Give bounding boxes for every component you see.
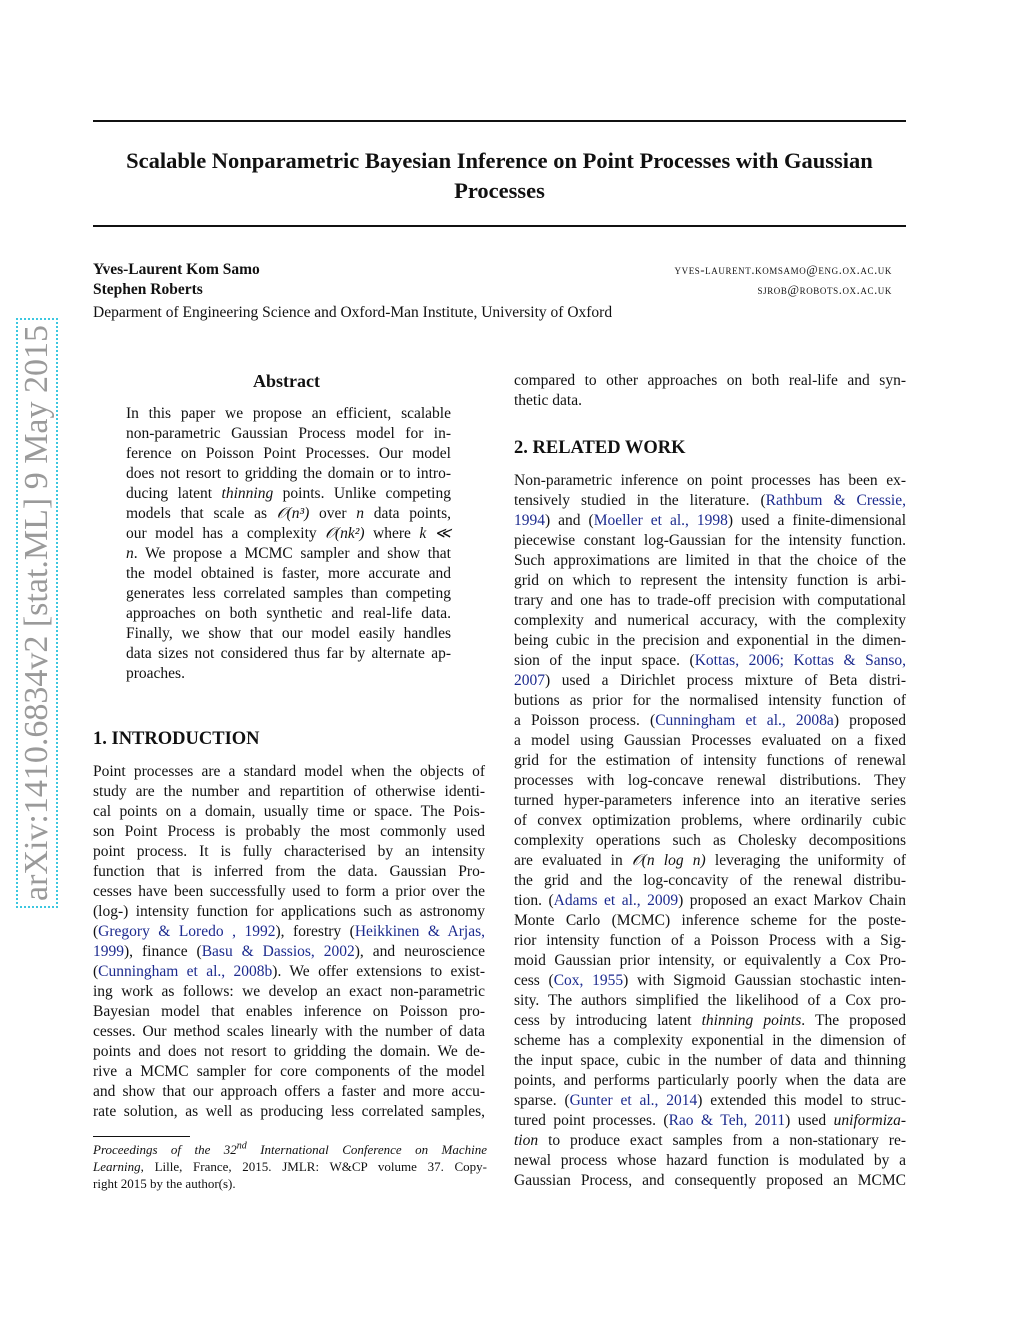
body-line: sion of the input space. (Kottas, 2006; Kottas & Sanso, <box>514 652 906 669</box>
citation-link[interactable]: Moeller et al., 1998 <box>593 512 728 529</box>
body-line: tion to produce exact samples from a non-stationary re- <box>514 1132 906 1149</box>
abstract-continuation <box>514 371 906 411</box>
citation-link[interactable]: Cox, 1955 <box>553 972 624 989</box>
citation-link[interactable]: Basu & Dassios, 2002 <box>201 943 355 960</box>
body-line: compared to other approaches on both real-life and syn- <box>514 372 906 389</box>
body-line: cess by introducing latent thinning points. The proposed <box>514 1012 906 1029</box>
body-line: scheme has a complexity exponential in the dimension of <box>514 1032 906 1049</box>
body-line: a Poisson process. (Cunningham et al., 2008a) proposed <box>514 712 906 729</box>
body-line: butions as prior for the normalised intensity function of <box>514 692 906 709</box>
body-line: rior intensity function of a Poisson Process with a Sig- <box>514 932 906 949</box>
section-heading-introduction: 1. INTRODUCTION <box>93 729 260 749</box>
citation-link[interactable]: 2007 <box>514 672 545 689</box>
body-line: tured point processes. (Rao & Teh, 2011) used uniformiza- <box>514 1112 906 1129</box>
body-line: sity. The authors simplified the likelihood of a Cox pro- <box>514 992 906 1009</box>
body-line: trary and one has to trade-off precision with computational <box>514 592 906 609</box>
body-line: grid on which to represent the intensity function is arbi- <box>514 572 906 589</box>
body-line: points and does not resort to gridding the domain. We de- <box>93 1043 485 1060</box>
body-line: of convex optimization problems, where ordinarily cubic <box>514 812 906 829</box>
section-heading-related-work: 2. RELATED WORK <box>514 438 686 458</box>
body-line: cal points on a domain, usually time or space. The Pois- <box>93 803 485 820</box>
paper-title <box>93 146 906 206</box>
citation-link[interactable]: Rao & Teh, 2011 <box>668 1112 786 1129</box>
abstract-line: non-parametric Gaussian Process model for in- <box>126 425 451 442</box>
footnote-line: Learning, Lille, France, 2015. JMLR: W&CP volume 37. Copy- <box>93 1159 487 1174</box>
body-line: thetic data. <box>514 392 582 409</box>
body-line: complexity and numerical accuracy, with the complexity <box>514 612 906 629</box>
citation-link[interactable]: Gunter et al., 2014 <box>569 1092 698 1109</box>
author-name: Stephen Roberts <box>93 281 203 298</box>
abstract-line: ducing latent thinning points. Unlike competing <box>126 485 451 502</box>
body-line: point process. It is fully characterised by an intensity <box>93 843 485 860</box>
author-email[interactable]: yves-laurent.komsamo@eng.ox.ac.uk <box>674 263 892 277</box>
body-line: complexity operations such as Cholesky decompositions <box>514 832 906 849</box>
author-name: Yves-Laurent Kom Samo <box>93 261 260 278</box>
body-line: tensively studied in the literature. (Rathbum & Cressie, <box>514 492 906 509</box>
arxiv-stamp-text: arXiv:1410.6834v2 [stat.ML] 9 May 2015 <box>18 324 55 902</box>
body-line: Such approximations are limited in that the choice of the <box>514 552 906 569</box>
body-line: and show that our approach offers a faster and more accu- <box>93 1083 485 1100</box>
introduction-body <box>93 762 485 1122</box>
arxiv-stamp <box>16 318 58 908</box>
body-line: 2007) used a Dirichlet process mixture of Beta distri- <box>514 672 906 689</box>
footnote-line: Proceedings of the 32nd International Conference on Machine <box>93 1140 487 1157</box>
body-line: son Point Process is probably the most commonly used <box>93 823 485 840</box>
footnote <box>93 1141 487 1192</box>
footnote-line: right 2015 by the author(s). <box>93 1176 236 1191</box>
body-line: Non-parametric inference on point processes has been ex- <box>514 472 906 489</box>
author-email[interactable]: sjrob@robots.ox.ac.uk <box>757 283 892 297</box>
abstract-line: proaches. <box>126 665 185 682</box>
body-line: processes with log-concave renewal distributions. They <box>514 772 906 789</box>
abstract-line: approaches on both synthetic and real-life data. <box>126 605 451 622</box>
citation-link[interactable]: Heikkinen & Arjas, <box>354 923 486 940</box>
title-top-rule <box>93 120 906 122</box>
body-line: a model using Gaussian Processes evaluated on a fixed <box>514 732 906 749</box>
body-line: sparse. (Gunter et al., 2014) extended this model to struc- <box>514 1092 906 1109</box>
citation-link[interactable]: Rathbum & Cressie, <box>765 492 906 509</box>
body-line: (log-) intensity function for applications such as astronomy <box>93 903 485 920</box>
body-line: points, and performs particularly poorly when the data are <box>514 1072 906 1089</box>
title-bottom-rule <box>93 225 906 227</box>
citation-link[interactable]: Cunningham et al., 2008a <box>655 712 834 729</box>
body-line: Bayesian model that enables inference on Poisson pro- <box>93 1003 485 1020</box>
body-line: study are the number and repartition of otherwise identi- <box>93 783 485 800</box>
abstract-line: n. We propose a MCMC sampler and show that <box>126 545 451 562</box>
body-line: newal process whose hazard function is modulated by a <box>514 1152 906 1169</box>
paper-title-line: Processes <box>454 178 545 203</box>
body-line: function that is inferred from the data. Gaussian Pro- <box>93 863 485 880</box>
abstract-line: does not resort to gridding the domain or to intro- <box>126 465 451 482</box>
citation-link[interactable]: 1994 <box>514 512 545 529</box>
body-line: 1999), finance (Basu & Dassios, 2002), and neuroscience <box>93 943 485 960</box>
citation-link[interactable]: 1999 <box>93 943 124 960</box>
body-line: Monte Carlo (MCMC) inference scheme for the poste- <box>514 912 906 929</box>
body-line: 1994) and (Moeller et al., 1998) used a finite-dimensional <box>514 512 906 529</box>
abstract-line: data sizes not considered thus far by alternate ap- <box>126 645 451 662</box>
body-line: are evaluated in 𝒪(n log n) leveraging the uniformity of <box>514 852 907 869</box>
body-line: cesses have been successfully used to form a prior over the <box>93 883 485 900</box>
body-line: tion. (Adams et al., 2009) proposed an exact Markov Chain <box>514 892 906 909</box>
citation-link[interactable]: Adams et al., 2009 <box>553 892 679 909</box>
body-line: rate solution, as well as producing less correlated samples, <box>93 1103 485 1120</box>
body-line: Point processes are a standard model when the objects of <box>93 763 485 780</box>
body-line: cesses. Our method scales linearly with the number of data <box>93 1023 485 1040</box>
abstract-line: our model has a complexity 𝒪(nk²) where k ≪ <box>126 525 451 542</box>
abstract-line: ference on Poisson Point Processes. Our model <box>126 445 451 462</box>
body-line: Gaussian Process, and consequently proposed an MCMC <box>514 1172 906 1189</box>
body-line: being cubic in the precision and exponential in the dimen- <box>514 632 906 649</box>
body-line: turned hyper-parameters inference into an iterative series <box>514 792 906 809</box>
abstract-line: Finally, we show that our model easily handles <box>126 625 451 642</box>
body-line: rive a MCMC sampler for core components of the model <box>93 1063 485 1080</box>
abstract-line: generates less correlated samples than competing <box>126 585 451 602</box>
affiliation: Deparment of Engineering Science and Oxford-Man Institute, University of Oxford <box>93 304 613 321</box>
body-line: piecewise constant log-Gaussian for the intensity function. <box>514 532 906 549</box>
body-line: ing work as follows: we develop an exact non-parametric <box>93 983 485 1000</box>
body-line: the input space, cubic in the number of data and thinning <box>514 1052 906 1069</box>
body-line: (Gregory & Loredo , 1992), forestry (Heikkinen & Arjas, <box>93 923 486 940</box>
body-line: grid for the estimation of intensity functions of renewal <box>514 752 906 769</box>
abstract-line: the model obtained is faster, more accurate and <box>126 565 451 582</box>
abstract-body <box>126 404 451 684</box>
related-work-body <box>514 471 906 1191</box>
citation-link[interactable]: Cunningham et al., 2008b <box>98 963 273 980</box>
paper-title-line: Scalable Nonparametric Bayesian Inference on Point Processes with Gaussian <box>126 148 873 173</box>
footnote-rule <box>93 1136 190 1137</box>
abstract-heading: Abstract <box>253 371 320 391</box>
body-line: (Cunningham et al., 2008b). We offer extensions to exist- <box>93 963 485 980</box>
body-line: cess (Cox, 1955) with Sigmoid Gaussian stochastic inten- <box>514 972 906 989</box>
abstract-line: In this paper we propose an efficient, scalable <box>126 405 451 422</box>
citation-link[interactable]: Kottas, 2006; Kottas & Sanso, <box>694 652 906 669</box>
body-line: the grid and the log-concavity of the renewal distribu- <box>514 872 906 889</box>
abstract-line: models that scale as 𝒪(n³) over n data points, <box>126 505 451 522</box>
citation-link[interactable]: Gregory & Loredo , 1992 <box>98 923 276 940</box>
body-line: moid Gaussian prior intensity, or equivalently a Cox Pro- <box>514 952 906 969</box>
